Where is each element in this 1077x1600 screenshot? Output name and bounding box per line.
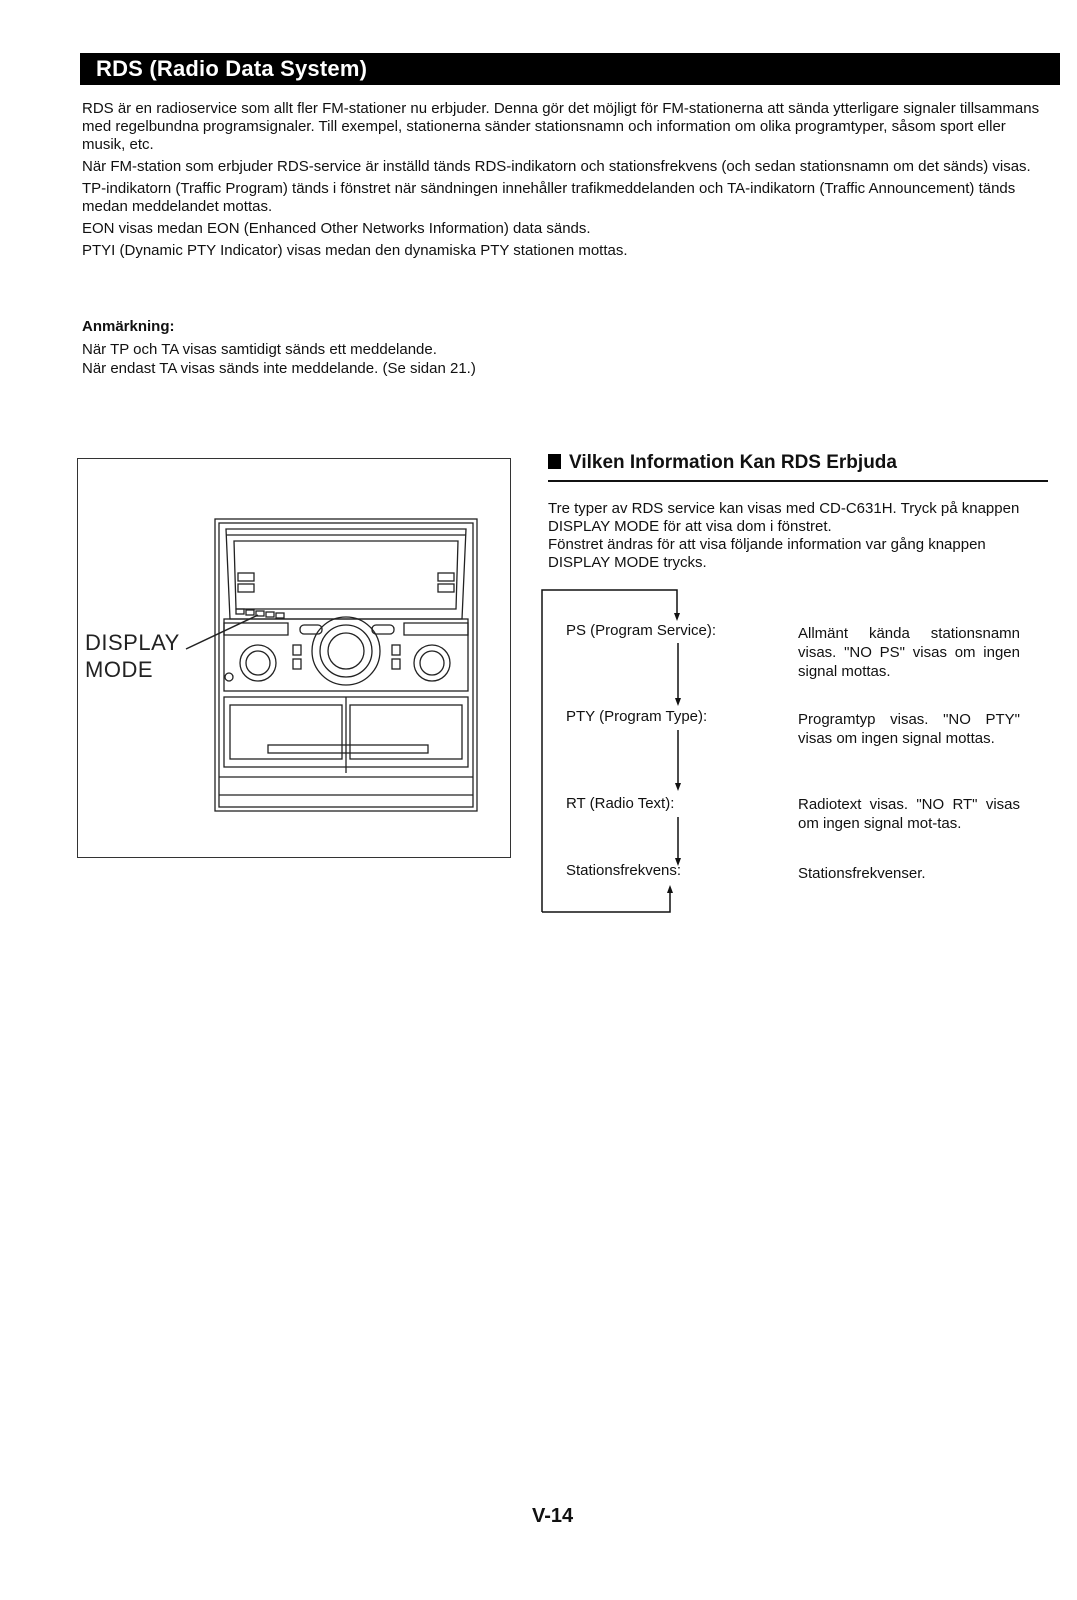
intro-text — [82, 100, 1052, 264]
intro-paragraph: TP-indikatorn (Traffic Program) tänds i fönstret när sändningen innehåller trafikmeddelanden och TA-indikatorn (Traffic Announcement) tänds medan meddelandet mottas. — [82, 180, 1016, 215]
arrow-head-icon — [674, 613, 680, 621]
intro-paragraph: PTYI (Dynamic PTY Indicator) visas medan den dynamiska PTY stationen mottas. — [82, 242, 628, 259]
display-mode-label-line1: DISPLAY — [85, 630, 180, 655]
flow-term-pty: PTY (Program Type): — [566, 708, 708, 725]
flow-desc-rt: Radiotext visas. "NO RT" visas om ingen signal mot-tas. — [798, 796, 1020, 832]
note-line: När TP och TA visas samtidigt sänds ett meddelande. — [82, 341, 437, 358]
flow-desc-freq: Stationsfrekvenser. — [798, 865, 926, 882]
intro-paragraph: När FM-station som erbjuder RDS-service är inställd tänds RDS-indikatorn och stationsfrekvens (och sedan stationsnamn om det sänds) visas. — [82, 158, 1031, 175]
arrow-head-icon — [675, 783, 681, 791]
main-knob — [312, 617, 380, 685]
flow-term-rt: RT (Radio Text): — [566, 795, 675, 812]
flow-desc-pty: Programtyp visas. "NO PTY" visas om ingen signal mottas. — [798, 711, 1020, 747]
note-line: När endast TA visas sänds inte meddelande. (Se sidan 21.) — [82, 360, 476, 377]
display-mode-button — [236, 609, 284, 618]
note-title: Anmärkning: — [82, 318, 175, 335]
arrow-head-icon — [667, 885, 673, 893]
intro-paragraph: RDS är en radioservice som allt fler FM-stationer nu erbjuder. Denna gör det möjligt för FM-stationerna att sända ytterligare signaler tillsammans med regelbundna programsignaler. Till exempel, stationerna sänder stationsnamn och information om olika programtyper, såsom sport eller musik, etc. — [82, 100, 1040, 153]
loop-return-line — [542, 891, 670, 912]
section-heading — [548, 452, 1048, 482]
section-heading-text: Vilken Information Kan RDS Erbjuda — [569, 452, 897, 473]
section-intro-paragraph: Tre typer av RDS service kan visas med CD-C631H. Tryck på knappen DISPLAY MODE för att visa dom i fönstret. — [548, 500, 1020, 535]
intro-paragraph: EON visas medan EON (Enhanced Other Networks Information) data sänds. — [82, 220, 591, 237]
page-title: RDS (Radio Data System) — [96, 56, 368, 81]
flow-term-freq: Stationsfrekvens: — [566, 862, 682, 879]
section-intro — [548, 500, 1048, 572]
section-title-bar — [80, 53, 1060, 85]
section-intro-paragraph: Fönstret ändras för att visa följande information var gång knappen DISPLAY MODE trycks. — [548, 536, 986, 571]
flow-term-ps: PS (Program Service): — [566, 622, 717, 639]
display-mode-label-line2: MODE — [85, 657, 153, 682]
bullet-square-icon — [548, 454, 561, 469]
display-window — [226, 529, 466, 619]
note-body — [82, 340, 476, 378]
page-number: V-14 — [532, 1505, 574, 1527]
device-illustration — [77, 458, 511, 858]
flow-desc-ps: Allmänt kända stationsnamn visas. "NO PS" visas om ingen signal mottas. — [798, 625, 1020, 680]
arrow-head-icon — [675, 698, 681, 706]
